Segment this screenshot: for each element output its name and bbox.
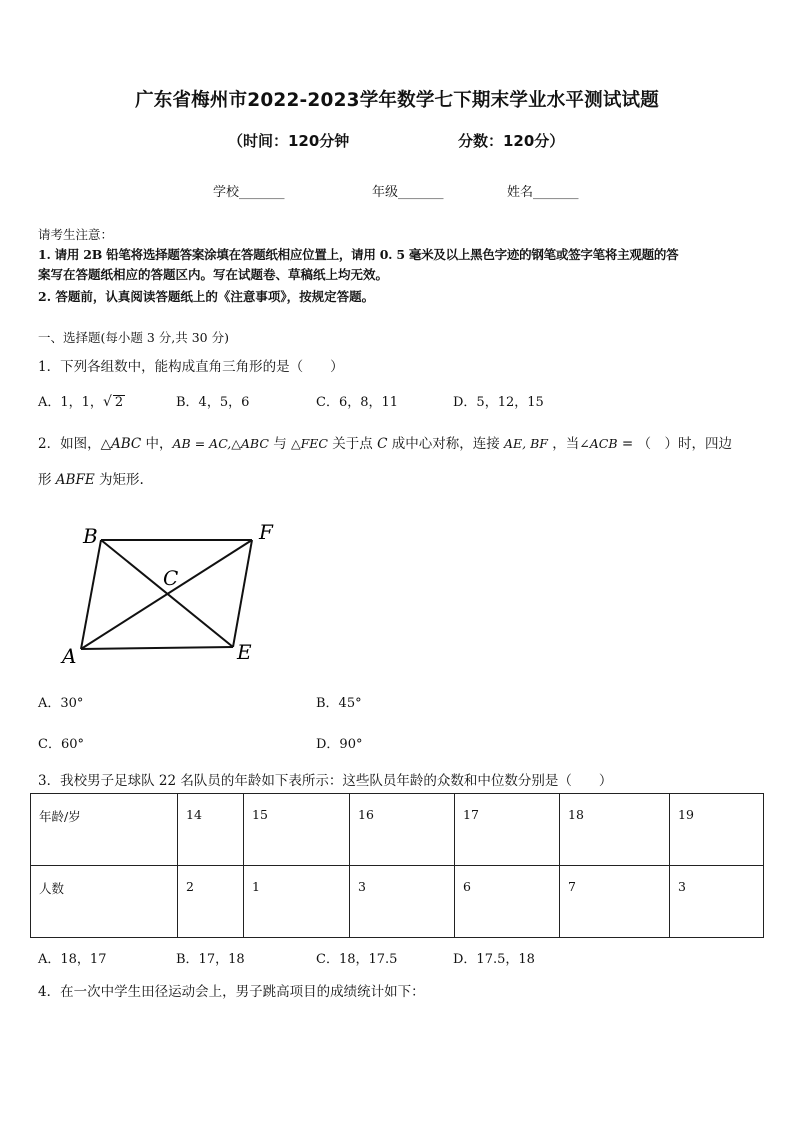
q1-option-d: D．5，12，15 xyxy=(453,395,544,410)
section-heading: 一、选择题(每小题 3 分,共 30 分) xyxy=(38,330,229,345)
label-c: C xyxy=(163,566,179,590)
q2-text: 成中心对称，连接 xyxy=(387,436,505,452)
q3-option-b: B．17，18 xyxy=(176,952,245,967)
age-table xyxy=(30,793,764,938)
q2-text: = （ ）时，四边 xyxy=(617,436,732,452)
q2-text: 中， xyxy=(141,436,173,452)
q4-stem: 4．在一次中学生田径运动会上，男子跳高项目的成绩统计如下： xyxy=(38,984,425,1000)
q2-text: 形 xyxy=(38,472,56,488)
notice-line-1b: 案写在答题纸相应的答题区内。写在试题卷、草稿纸上均无效。 xyxy=(38,267,389,282)
name-label: 姓名 xyxy=(507,185,534,200)
q2-math: AB = AC,△ABC xyxy=(172,436,269,451)
table-cell: 7 xyxy=(560,866,670,938)
table-cell: 年龄/岁 xyxy=(31,794,178,866)
q2-math: C xyxy=(377,436,388,452)
table-cell: 3 xyxy=(350,866,455,938)
q1-option-b: B．4，5，6 xyxy=(176,395,250,410)
table-cell: 人数 xyxy=(31,866,178,938)
q1-stem: 1．下列各组数中，能构成直角三角形的是（ ） xyxy=(38,359,344,375)
label-f: F xyxy=(259,520,273,544)
table-cell: 17 xyxy=(455,794,560,866)
q2-stem-line-2 xyxy=(38,468,144,488)
table-cell: 3 xyxy=(670,866,764,938)
q2-stem-line-1 xyxy=(38,432,732,452)
q2-option-a: A．30° xyxy=(38,696,84,711)
label-b: B xyxy=(83,524,98,548)
table-cell: 2 xyxy=(178,866,244,938)
page-title: 广东省梅州市2022-2023学年数学七下期末学业水平测试试题 xyxy=(135,90,659,111)
q3-option-d: D．17.5，18 xyxy=(453,952,535,967)
q2-math: ABFE xyxy=(55,472,95,488)
table-row xyxy=(31,794,764,866)
name-blank: _______ xyxy=(533,185,579,200)
q1-option-a-text: A．1，1， xyxy=(38,395,103,410)
label-a: A xyxy=(62,644,77,668)
q2-text: 关于点 xyxy=(327,436,378,452)
q1-option-c: C．6，8，11 xyxy=(316,395,399,410)
grade-label: 年级 xyxy=(372,185,399,200)
q2-text: 为矩形. xyxy=(94,472,144,488)
table-cell: 18 xyxy=(560,794,670,866)
sqrt-symbol: √ xyxy=(102,394,112,410)
q2-math: △FEC xyxy=(291,436,328,451)
table-cell: 19 xyxy=(670,794,764,866)
notice-line-1: 1. 请用 2B 铅笔将选择题答案涂填在答题纸相应位置上，请用 0. 5 毫米及以上黑色字迹的钢笔或签字笔将主观题的答 xyxy=(38,247,679,262)
name-field xyxy=(507,181,579,200)
exam-time: （时间：120分钟 xyxy=(228,132,350,150)
notice-heading: 请考生注意： xyxy=(38,227,114,242)
segment-ea xyxy=(81,647,233,649)
exam-score: 分数：120分） xyxy=(458,132,565,150)
q1-option-a-root: 2 xyxy=(114,395,124,410)
school-label: 学校 xyxy=(213,185,240,200)
q1-option-a xyxy=(38,391,125,410)
q2-option-d: D．90° xyxy=(316,737,363,752)
q2-option-b: B．45° xyxy=(316,696,362,711)
school-blank: _______ xyxy=(239,185,285,200)
segment-ab xyxy=(81,540,101,649)
school-field xyxy=(213,181,285,200)
q2-math: AE, BF xyxy=(504,436,548,451)
table-cell: 16 xyxy=(350,794,455,866)
segment-af xyxy=(81,540,252,649)
q2-figure xyxy=(55,515,295,675)
q2-text: 2．如图， xyxy=(38,436,101,452)
q2-math: ∠ACB xyxy=(579,436,618,451)
q3-option-a: A．18，17 xyxy=(38,952,107,967)
table-cell: 6 xyxy=(455,866,560,938)
grade-blank: _______ xyxy=(398,185,444,200)
table-row xyxy=(31,866,764,938)
q3-stem: 3．我校男子足球队 22 名队员的年龄如下表所示：这些队员年龄的众数和中位数分别是（ ） xyxy=(38,773,613,789)
q3-option-c: C．18，17.5 xyxy=(316,952,398,967)
q2-text: ，当 xyxy=(547,436,580,452)
table-cell: 1 xyxy=(244,866,350,938)
table-cell: 15 xyxy=(244,794,350,866)
segment-fe xyxy=(233,540,252,647)
q2-math: △ABC xyxy=(100,436,142,452)
grade-field xyxy=(372,181,444,200)
q2-option-c: C．60° xyxy=(38,737,84,752)
notice-line-2: 2. 答题前，认真阅读答题纸上的《注意事项》，按规定答题。 xyxy=(38,289,375,304)
table-cell: 14 xyxy=(178,794,244,866)
label-e: E xyxy=(237,640,252,664)
q2-text: 与 xyxy=(268,436,291,452)
